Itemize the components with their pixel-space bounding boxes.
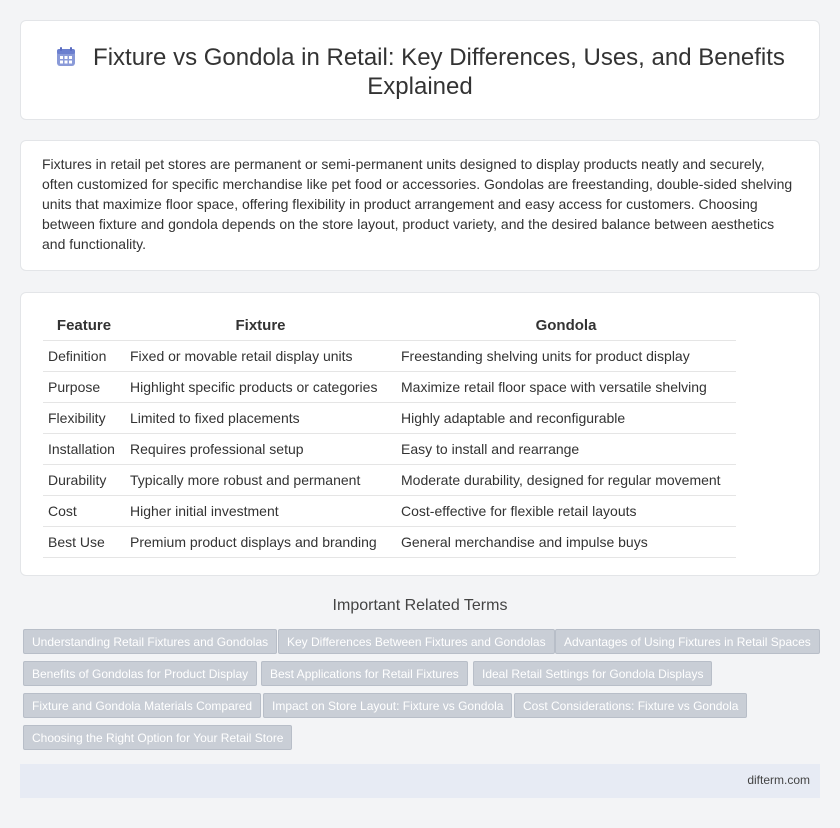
related-term-link[interactable]: Understanding Retail Fixtures and Gondolas <box>23 629 277 654</box>
cell-gondola: Moderate durability, designed for regular movement <box>396 464 736 495</box>
table-row <box>43 340 736 371</box>
cell-feature: Durability <box>43 464 125 495</box>
table-row <box>43 371 736 402</box>
comparison-table <box>43 311 736 558</box>
cell-feature: Best Use <box>43 526 125 557</box>
related-term-link[interactable]: Fixture and Gondola Materials Compared <box>23 693 261 718</box>
cell-fixture: Higher initial investment <box>125 495 396 526</box>
cell-fixture: Typically more robust and permanent <box>125 464 396 495</box>
table-row <box>43 402 736 433</box>
related-term-link[interactable]: Key Differences Between Fixtures and Gondolas <box>278 629 555 654</box>
related-term-link[interactable]: Choosing the Right Option for Your Retail Store <box>23 725 292 750</box>
related-term-link[interactable]: Benefits of Gondolas for Product Display <box>23 661 257 686</box>
cell-fixture: Highlight specific products or categories <box>125 371 396 402</box>
comparison-card <box>20 292 820 576</box>
cell-fixture: Limited to fixed placements <box>125 402 396 433</box>
cell-fixture: Requires professional setup <box>125 433 396 464</box>
related-term-link[interactable]: Advantages of Using Fixtures in Retail Spaces <box>555 629 820 654</box>
table-row <box>43 433 736 464</box>
related-term-link[interactable]: Cost Considerations: Fixture vs Gondola <box>514 693 747 718</box>
table-row <box>43 495 736 526</box>
footer-site: difterm.com <box>747 773 810 787</box>
related-term-link[interactable]: Ideal Retail Settings for Gondola Displays <box>473 661 712 686</box>
cell-feature: Definition <box>43 340 125 371</box>
cell-feature: Cost <box>43 495 125 526</box>
table-row <box>43 526 736 557</box>
footer <box>20 764 820 798</box>
cell-feature: Installation <box>43 433 125 464</box>
cell-gondola: Highly adaptable and reconfigurable <box>396 402 736 433</box>
cell-fixture: Premium product displays and branding <box>125 526 396 557</box>
cell-feature: Purpose <box>43 371 125 402</box>
cell-gondola: Freestanding shelving units for product display <box>396 340 736 371</box>
header-feature: Feature <box>43 311 125 340</box>
header-gondola: Gondola <box>396 311 736 340</box>
related-term-link[interactable]: Impact on Store Layout: Fixture vs Gondola <box>263 693 512 718</box>
page-title: Fixture vs Gondola in Retail: Key Differences, Uses, and Benefits Explained <box>93 44 785 100</box>
cell-feature: Flexibility <box>43 402 125 433</box>
related-term-link[interactable]: Best Applications for Retail Fixtures <box>261 661 468 686</box>
cell-fixture: Fixed or movable retail display units <box>125 340 396 371</box>
page-title-wrap <box>21 43 819 101</box>
intro-card <box>20 140 820 271</box>
calendar-icon <box>55 46 77 68</box>
cell-gondola: Cost-effective for flexible retail layouts <box>396 495 736 526</box>
table-row <box>43 464 736 495</box>
header-fixture: Fixture <box>125 311 396 340</box>
cell-gondola: General merchandise and impulse buys <box>396 526 736 557</box>
intro-text: Fixtures in retail pet stores are permanent or semi-permanent units designed to display products neatly and securely, often customized for specific merchandise like pet food or accessories. Gondolas are freestanding, double-sided shelving units that maximize floor space, offering flexibility in product arrangement and easy access for customers. Choosing between fixture and gondola depends on the store layout, product variety, and the desired balance between aesthetics and functionality. <box>42 156 793 252</box>
cell-gondola: Easy to install and rearrange <box>396 433 736 464</box>
table-header-row <box>43 311 736 340</box>
cell-gondola: Maximize retail floor space with versatile shelving <box>396 371 736 402</box>
related-terms-heading: Important Related Terms <box>332 597 508 614</box>
title-card <box>20 20 820 120</box>
